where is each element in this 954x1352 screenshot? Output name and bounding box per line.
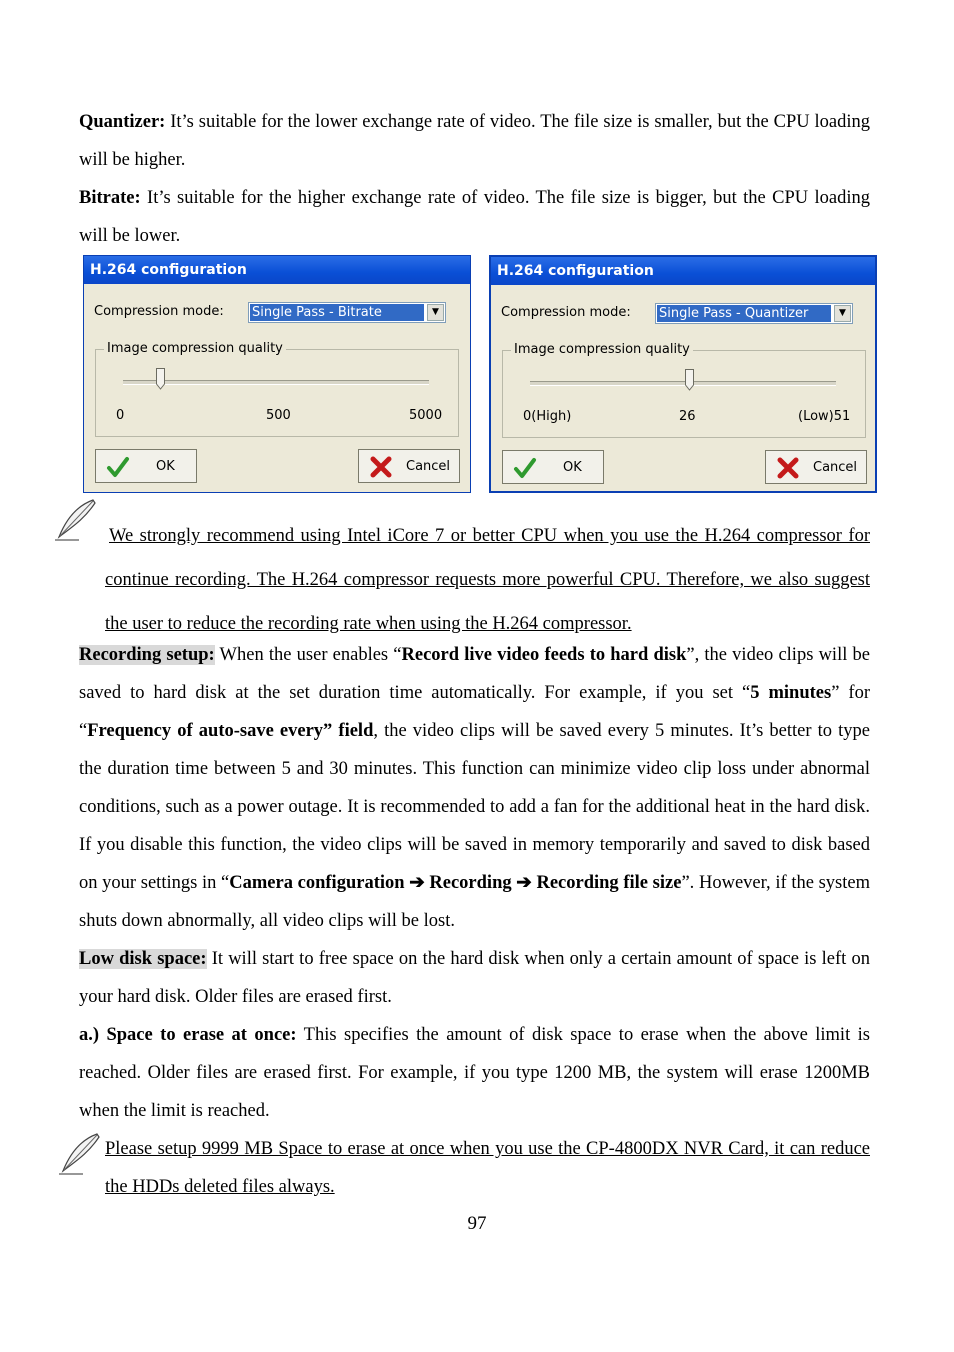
erase-text: This specifies the amount of disk space to erase when the above limit is reached. Older files are erased first. For example, if you type 1200 MB, the system will erase 1200MB when the limit is reached. <box>79 1025 870 1121</box>
image-quality-group <box>502 342 866 438</box>
checkmark-icon <box>513 456 537 480</box>
compression-mode-value: Single Pass - Bitrate <box>250 304 424 321</box>
quality-slider-thumb[interactable] <box>156 368 165 390</box>
image-quality-group <box>95 341 459 437</box>
cancel-x-icon <box>369 455 393 479</box>
feather-pen-icon <box>57 1131 103 1177</box>
tick-label-mid: 26 <box>679 409 696 424</box>
compression-mode-label: Compression mode: <box>501 305 631 320</box>
term-space-to-erase: a.) Space to erase at once: <box>79 1025 297 1045</box>
quantizer-text: It’s suitable for the lower exchange rate of video. The file size is smaller, but the CPU loading will be higher. <box>79 112 870 170</box>
dialog-title: H.264 configuration <box>491 257 875 285</box>
group-title: Image compression quality <box>104 341 286 356</box>
quality-slider-track[interactable] <box>530 381 836 386</box>
cancel-x-icon <box>776 456 800 480</box>
recording-bold-3: Frequency of auto-save every” field <box>87 721 374 741</box>
recording-bold-2: 5 minutes <box>750 683 832 703</box>
tick-label-max: (Low)51 <box>798 409 851 424</box>
quality-slider-thumb[interactable] <box>685 369 694 391</box>
note-erase-setting: Please setup 9999 MB Space to erase at once when you use the CP-4800DX NVR Card, it can reduce the HDDs deleted files always. <box>105 1139 870 1197</box>
ok-button[interactable] <box>502 450 604 484</box>
chevron-down-icon[interactable]: ▼ <box>834 305 851 322</box>
page-number: 97 <box>467 1213 487 1234</box>
tick-label-min: 0(High) <box>523 409 572 424</box>
cancel-button[interactable] <box>765 450 867 484</box>
h264-config-dialog-quantizer <box>489 255 877 493</box>
quality-slider-track[interactable] <box>123 380 429 385</box>
tick-label-max: 5000 <box>409 408 443 423</box>
lowdisk-text: It will start to free space on the hard disk when only a certain amount of space is left on your hard disk. Older files are erased first. <box>79 949 870 1007</box>
paragraph-space-to-erase <box>79 1016 870 1130</box>
paragraph-bitrate <box>79 179 870 255</box>
cancel-button[interactable] <box>358 449 460 483</box>
dialog-title: H.264 configuration <box>84 256 470 284</box>
term-quantizer: Quantizer: <box>79 112 166 132</box>
chevron-down-icon[interactable]: ▼ <box>427 304 444 321</box>
compression-mode-value: Single Pass - Quantizer <box>657 305 831 322</box>
compression-mode-select[interactable] <box>655 303 853 324</box>
compression-mode-select[interactable] <box>248 302 446 323</box>
ok-label: OK <box>563 460 582 475</box>
tick-label-min: 0 <box>116 408 125 423</box>
term-bitrate: Bitrate: <box>79 188 141 208</box>
checkmark-icon <box>106 455 130 479</box>
term-recording-setup: Recording setup: <box>79 645 215 665</box>
recording-text-5: ”. However, if the system shuts down abnormally, all video clips will be lost. <box>79 873 870 931</box>
paragraph-recording-setup <box>79 636 870 940</box>
recording-text-2: ”, the video clips will be saved to hard disk at the set duration time automatically. For example, if you set “ <box>79 645 870 703</box>
recording-text-1: When the user enables “ <box>214 645 402 665</box>
cancel-label: Cancel <box>406 459 451 474</box>
ok-label: OK <box>156 459 175 474</box>
ok-button[interactable] <box>95 449 197 483</box>
compression-mode-label: Compression mode: <box>94 304 224 319</box>
group-title: Image compression quality <box>511 342 693 357</box>
term-low-disk-space: Low disk space: <box>79 949 207 969</box>
bitrate-text: It’s suitable for the higher exchange rate of video. The file size is bigger, but the CPU loading will be lower. <box>79 188 870 246</box>
h264-config-dialog-bitrate <box>83 255 471 493</box>
paragraph-low-disk-space <box>79 940 870 1016</box>
note-cpu-recommendation: We strongly recommend using Intel iCore 7 or better CPU when you use the H.264 compressor for continue recording. The H.264 compressor requests more powerful CPU. Therefore, we also suggest the user to reduce the recording rate when using the H.264 compressor. <box>105 526 870 634</box>
recording-bold-1: Record live video feeds to hard disk <box>401 645 687 665</box>
recording-text-3: ” for “ <box>79 683 871 741</box>
tick-label-mid: 500 <box>266 408 291 423</box>
paragraph-quantizer <box>79 103 870 179</box>
recording-text-4: , the video clips will be saved every 5 minutes. It’s better to type the duration time between 5 and 30 minutes. This function can minimize video clip loss under abnormal conditions, such as a power outage. It is recommended to add a fan for the additional heat in the hard disk. If you disable this function, the video clips will be saved in memory temporarily and saved to disk based on your settings in “ <box>79 721 870 893</box>
feather-pen-icon <box>53 497 99 543</box>
cancel-label: Cancel <box>813 460 858 475</box>
recording-bold-4: Camera configuration ➔ Recording ➔ Recording file size <box>229 873 682 893</box>
